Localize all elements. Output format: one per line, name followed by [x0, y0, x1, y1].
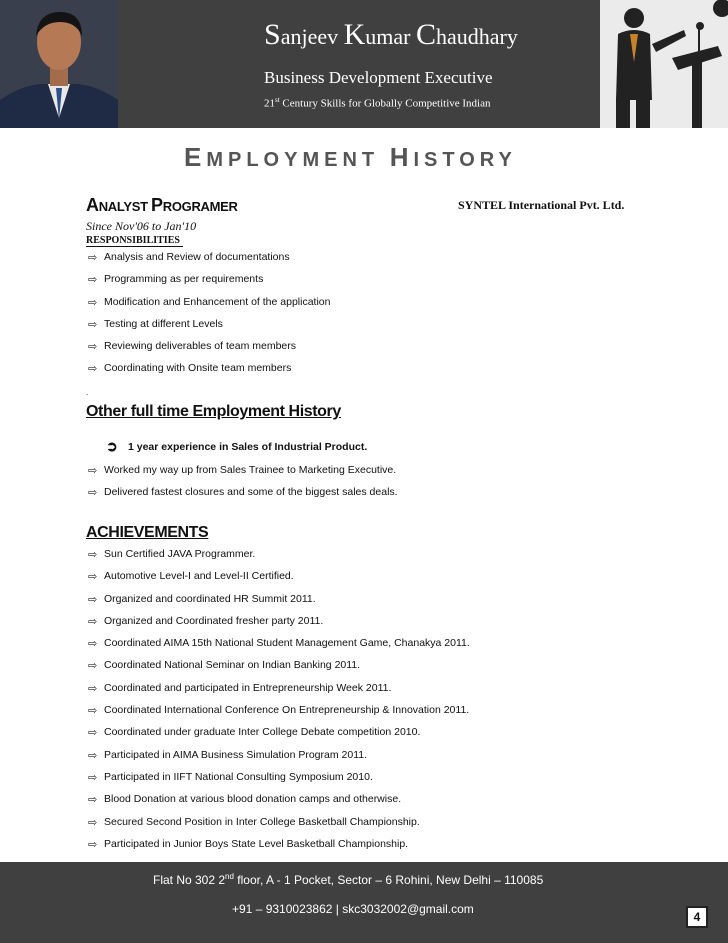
job-title: ANALYST PROGRAMER [86, 195, 238, 215]
list-item: ⇨ Reviewing deliverables of team members [88, 340, 296, 354]
speaker-illustration [600, 0, 728, 128]
sales-experience-highlight: ➲ 1 year experience in Sales of Industrial Product. [106, 438, 368, 454]
list-item: ⇨ Organized and Coordinated fresher party 2011. [88, 614, 324, 628]
section-title-employment-history: EMPLOYMENT HISTORY [184, 142, 517, 172]
list-item: ⇨ Modification and Enhancement of the application [88, 295, 331, 309]
candidate-role: Business Development Executive [264, 68, 493, 87]
circled-right-arrow-icon: ➲ [106, 438, 118, 454]
outline-right-arrow-icon: ⇨ [88, 682, 98, 695]
list-item: ⇨ Worked my way up from Sales Trainee to Marketing Executive. [88, 464, 397, 477]
list-item: ⇨ Blood Donation at various blood donation camps and otherwise. [88, 793, 402, 807]
list-item: ⇨ Analysis and Review of documentations [88, 251, 290, 264]
outline-right-arrow-icon: ⇨ [88, 252, 98, 264]
achievements-list [88, 548, 470, 860]
outline-right-arrow-icon: ⇨ [88, 274, 98, 287]
outline-right-arrow-icon: ⇨ [88, 838, 98, 851]
other-employment-list [88, 464, 398, 509]
address: Flat No 302 2nd floor, A - 1 Pocket, Sector – 6 Rohini, New Delhi – 110085 [153, 872, 544, 887]
outline-right-arrow-icon: ⇨ [88, 487, 98, 500]
list-item: ⇨ Sun Certified JAVA Programmer. [88, 548, 256, 561]
list-item: ⇨ Coordinated and participated in Entrepreneurship Week 2011. [88, 681, 392, 695]
responsibilities-label: RESPONSIBILITIES [86, 235, 183, 247]
company-name: SYNTEL International Pvt. Ltd. [458, 198, 625, 212]
contact-info: +91 – 9310023862 | skc3032002@gmail.com [232, 902, 474, 916]
outline-right-arrow-icon: ⇨ [88, 363, 98, 376]
header-banner [0, 0, 728, 128]
outline-right-arrow-icon: ⇨ [88, 771, 98, 784]
list-item: ⇨ Programming as per requirements [88, 273, 264, 287]
outline-right-arrow-icon: ⇨ [88, 465, 98, 477]
job-duration: Since Nov'06 to Jan'10 [86, 219, 197, 233]
outline-right-arrow-icon: ⇨ [88, 705, 98, 718]
list-item: ⇨ Participated in IIFT National Consulting Symposium 2010. [88, 770, 373, 784]
list-item: ⇨ Participated in AIMA Business Simulation Program 2011. [88, 748, 368, 762]
list-item: ⇨ Testing at different Levels [88, 317, 223, 331]
profile-photo [0, 0, 118, 128]
outline-right-arrow-icon: ⇨ [88, 549, 98, 561]
outline-right-arrow-icon: ⇨ [88, 341, 98, 354]
outline-right-arrow-icon: ⇨ [88, 615, 98, 628]
outline-right-arrow-icon: ⇨ [88, 593, 98, 606]
list-item: ⇨ Coordinated under graduate Inter College Debate competition 2010. [88, 726, 421, 740]
outline-right-arrow-icon: ⇨ [88, 660, 98, 673]
list-item: ⇨ Secured Second Position in Inter College Basketball Championship. [88, 815, 420, 829]
tagline: 21st Century Skills for Globally Competitive Indian [264, 96, 491, 110]
list-item: ⇨ Participated in Junior Boys State Level Basketball Championship. [88, 837, 409, 851]
footer-banner [0, 862, 728, 943]
outline-right-arrow-icon: ⇨ [88, 296, 98, 309]
outline-right-arrow-icon: ⇨ [88, 571, 98, 584]
section-title-other-employment: Other full time Employment History [86, 403, 341, 420]
list-item: ⇨ Coordinated National Seminar on Indian Banking 2011. [88, 659, 361, 673]
outline-right-arrow-icon: ⇨ [88, 794, 98, 807]
outline-right-arrow-icon: ⇨ [88, 749, 98, 762]
outline-right-arrow-icon: ⇨ [88, 727, 98, 740]
list-item: ⇨ Organized and coordinated HR Summit 2011. [88, 592, 316, 606]
outline-right-arrow-icon: ⇨ [88, 816, 98, 829]
responsibilities-list [88, 251, 330, 385]
outline-right-arrow-icon: ⇨ [88, 318, 98, 331]
section-title-achievements: ACHIEVEMENTS [86, 524, 209, 541]
list-item: ⇨ Delivered fastest closures and some of the biggest sales deals. [88, 486, 398, 500]
stray-dot: . [86, 388, 89, 397]
page-number: 4 [686, 906, 708, 928]
list-item: ⇨ Coordinated International Conference On Entrepreneurship & Innovation 2011. [88, 704, 470, 718]
list-item: ⇨ Coordinated AIMA 15th National Student Management Game, Chanakya 2011. [88, 637, 470, 651]
outline-right-arrow-icon: ⇨ [88, 638, 98, 651]
list-item: ⇨ Coordinating with Onsite team members [88, 362, 292, 376]
list-item: ⇨ Automotive Level-I and Level-II Certified. [88, 570, 294, 584]
candidate-name: Sanjeev Kumar Chaudhary [264, 18, 518, 51]
